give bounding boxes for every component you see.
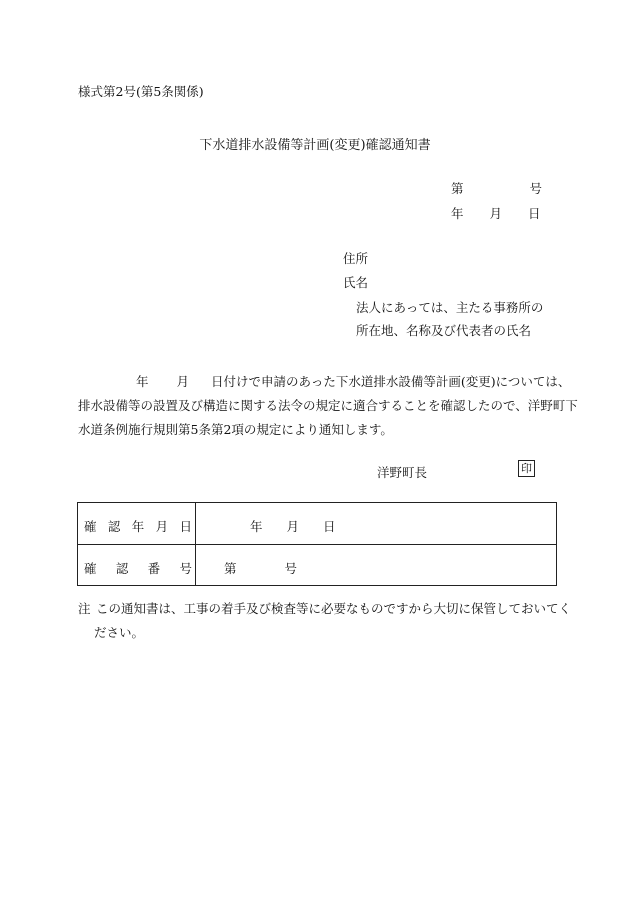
recipient-name-label: 氏名 <box>343 275 369 290</box>
confirmation-date-year: 年 <box>250 519 263 534</box>
body-year: 年 <box>136 374 149 389</box>
document-title: 下水道排水設備等計画(変更)確認通知書 <box>199 138 431 153</box>
corporation-note-line2: 所在地、名称及び代表者の氏名 <box>356 323 532 338</box>
document-date-year: 年 <box>451 206 464 221</box>
document-date <box>451 204 541 222</box>
confirmation-number-label <box>84 559 192 577</box>
document-date-month: 月 <box>489 206 503 221</box>
label-char: 確 <box>84 519 97 534</box>
confirmation-date-label <box>84 517 194 535</box>
label-char: 日 <box>179 519 192 534</box>
label-char: 年 <box>131 519 145 534</box>
label-char: 月 <box>155 519 169 534</box>
confirmation-number-prefix: 第 <box>224 561 237 576</box>
body-text <box>78 370 578 442</box>
confirmation-number-value <box>224 559 297 577</box>
document-number-prefix: 第 <box>451 181 464 196</box>
document-date-day: 日 <box>528 206 541 221</box>
footnote-text-1: この通知書は、工事の着手及び検査等に必要なものですから大切に保管しておいてく <box>96 601 572 616</box>
seal-mark: 印 <box>518 460 535 477</box>
confirmation-date-value <box>250 517 336 535</box>
document-number-suffix: 号 <box>529 181 543 196</box>
body-month: 月 <box>176 374 190 389</box>
confirmation-table <box>77 502 557 586</box>
footnote <box>78 597 572 645</box>
body-line1-rest: 日付けで申請のあった下水道排水設備等計画(変更)については、 <box>211 374 571 389</box>
label-char: 号 <box>179 561 192 576</box>
label-char: 確 <box>84 561 97 576</box>
label-char: 認 <box>115 561 129 576</box>
body-line-1 <box>78 370 571 394</box>
confirmation-date-month: 月 <box>286 519 300 534</box>
footnote-line-2: ださい。 <box>94 625 145 640</box>
recipient-address-label: 住所 <box>343 251 369 266</box>
footnote-mark: 注 <box>78 601 91 616</box>
confirmation-number-suffix: 号 <box>284 561 298 576</box>
table-divider-horizontal <box>78 544 556 545</box>
footnote-line-1 <box>78 597 572 621</box>
label-char: 番 <box>147 561 161 576</box>
body-line-3: 水道条例施行規則第5条第2項の規定により通知します。 <box>78 422 393 437</box>
body-line-2: 排水設備等の設置及び構造に関する法令の規定に適合することを確認したので、洋野町下 <box>78 398 578 413</box>
confirmation-date-day: 日 <box>323 519 336 534</box>
form-number: 様式第2号(第5条関係) <box>78 84 204 99</box>
issuer-title: 洋野町長 <box>377 465 428 480</box>
label-char: 認 <box>107 519 121 534</box>
document-number <box>451 179 542 197</box>
corporation-note-line1: 法人にあっては、主たる事務所の <box>356 300 544 315</box>
